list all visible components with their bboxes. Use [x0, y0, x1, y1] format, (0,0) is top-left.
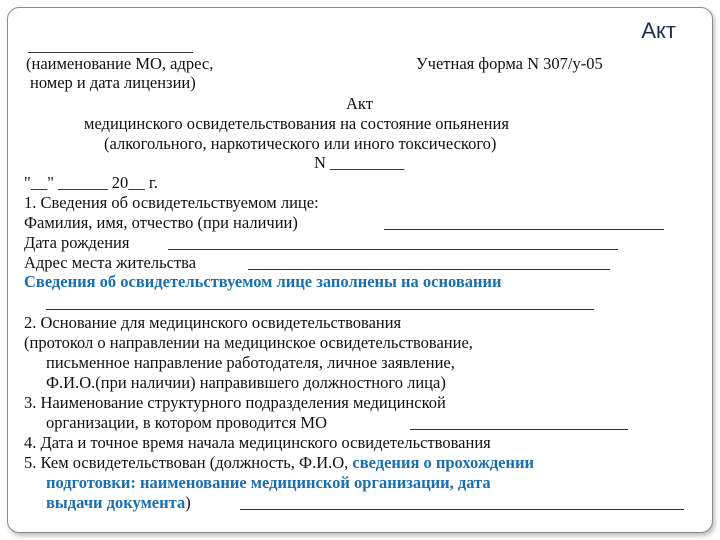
- section-3-blank-line: [410, 429, 628, 430]
- address-blank-line: [248, 269, 610, 270]
- fio-blank-line: [384, 229, 664, 230]
- slide-title: Акт: [641, 18, 676, 43]
- address-label: Адрес места жительства: [24, 253, 197, 272]
- basis-blank-line: [46, 309, 594, 310]
- section-1-heading: 1. Сведения об освидетельствуемом лице:: [24, 193, 319, 212]
- org-name-line-1: (наименование МО, адрес,: [26, 54, 214, 73]
- doc-title: Акт: [346, 94, 373, 113]
- section-4-heading: 4. Дата и точное время начала медицинского освидетельствования: [24, 433, 491, 452]
- section-5-text: 5. Кем освидетельствован (должность, Ф.И.О,: [24, 453, 353, 472]
- section-3-line-1: 3. Наименование структурного подразделения медицинской: [24, 393, 446, 412]
- org-name-line-2: номер и дата лицензии): [30, 73, 196, 92]
- section-5-line-3: [46, 493, 191, 513]
- section-5-line-1: [24, 453, 534, 473]
- form-number: Учетная форма N 307/у-05: [416, 54, 603, 73]
- doc-subtitle-1: медицинского освидетельствования на состояние опьянения: [84, 114, 509, 133]
- org-underline: ____________________: [28, 36, 193, 55]
- section-2-line-3: Ф.И.О.(при наличии) направившего должностного лица): [46, 373, 446, 392]
- basis-highlight: Сведения об освидетельствуемом лице заполнены на основании: [24, 272, 502, 291]
- act-date: "__" ______ 20__ г.: [24, 173, 158, 192]
- section-2-heading: 2. Основание для медицинского освидетельствования: [24, 313, 402, 332]
- act-number: N _________: [314, 153, 405, 172]
- doc-subtitle-2: (алкогольного, наркотического или иного токсического): [104, 134, 497, 153]
- section-5-highlight-3: выдачи документа: [46, 493, 186, 512]
- section-5-highlight-1: сведения о прохождении: [352, 453, 535, 472]
- section-3-line-2: организации, в котором проводится МО: [46, 413, 327, 432]
- birth-date-label: Дата рождения: [24, 233, 130, 252]
- birth-date-blank-line: [168, 249, 618, 250]
- section-5-line-2: подготовки: наименование медицинской организации, дата: [46, 473, 491, 492]
- section-2-line-1: (протокол о направлении на медицинское освидетельствование,: [24, 333, 473, 352]
- section-5-close-paren: ): [185, 493, 191, 512]
- section-2-line-2: письменное направление работодателя, личное заявление,: [46, 353, 455, 372]
- fio-label: Фамилия, имя, отчество (при наличии): [24, 213, 298, 232]
- section-5-blank-line: [240, 509, 684, 510]
